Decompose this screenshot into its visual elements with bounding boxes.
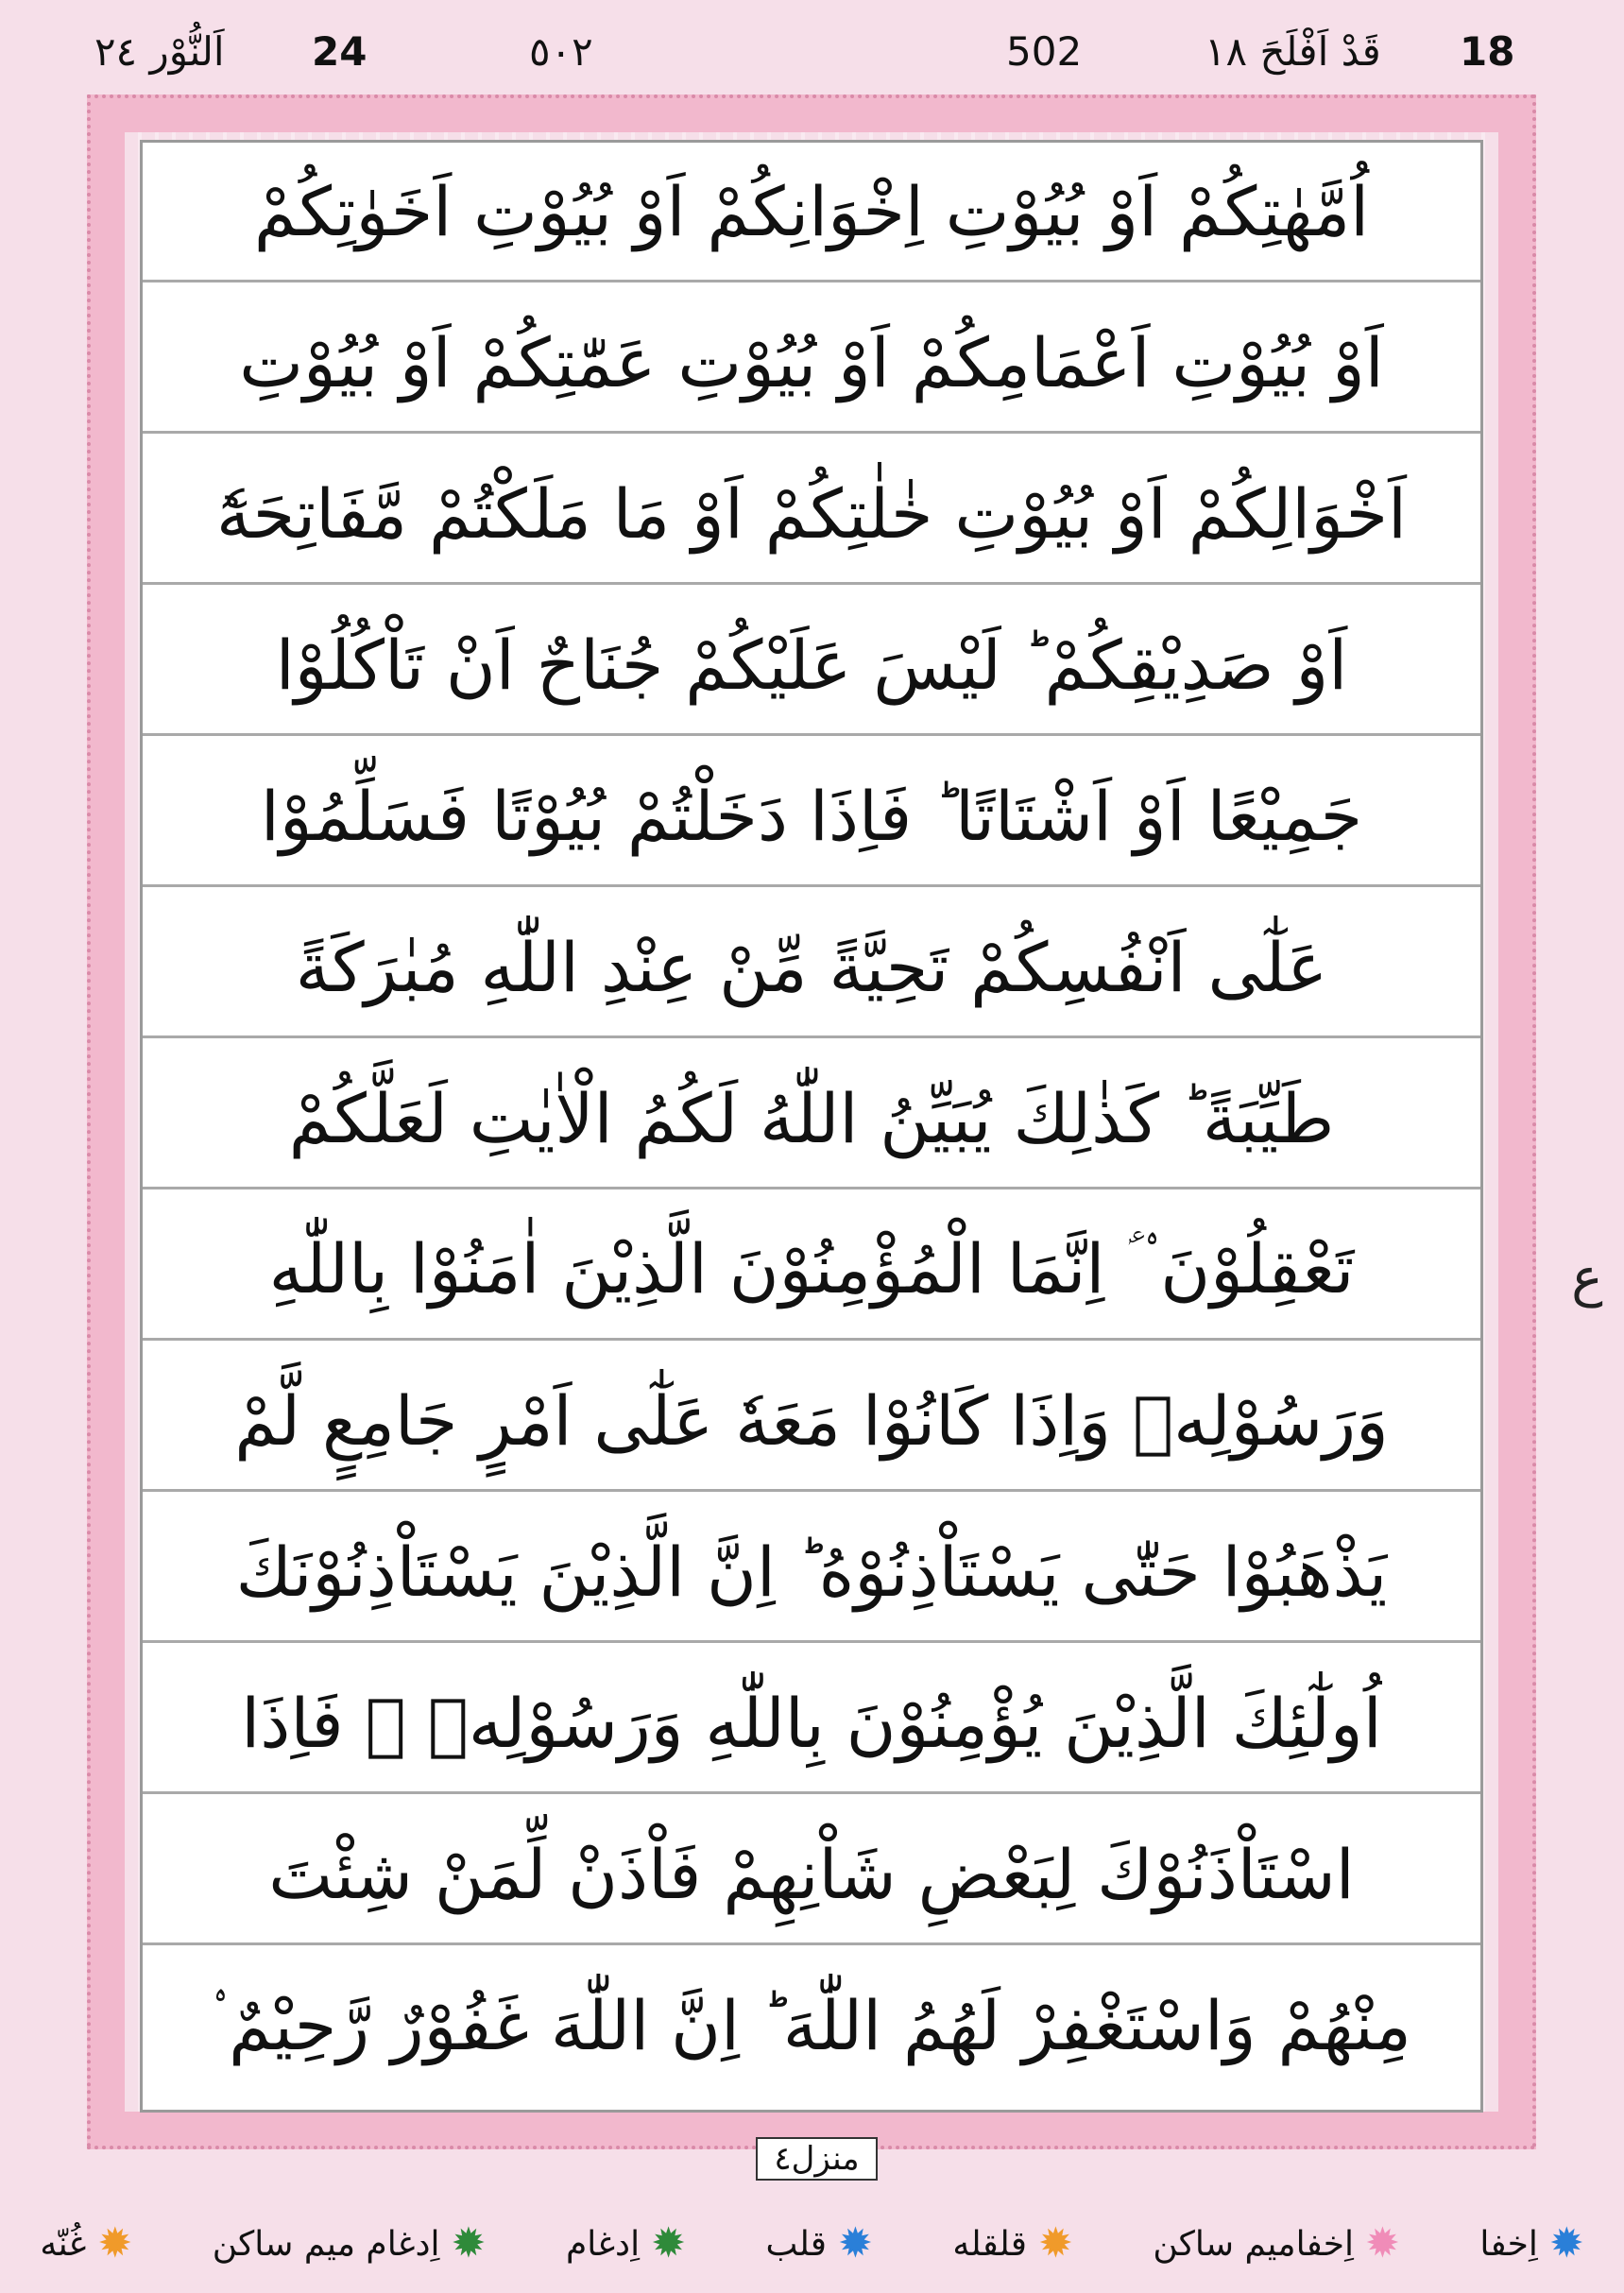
text-line-7: طَيِّبَةً ؕ كَذٰلِكَ يُبَيِّنُ اللّٰهُ لَكُمُ الْاٰيٰتِ لَعَلَّكُمْ — [143, 1050, 1480, 1189]
text-panel — [140, 140, 1483, 2113]
legend-label: اِدغام میم ساکن — [212, 2224, 440, 2264]
legend-label: اِدغام — [565, 2224, 641, 2264]
text-line-13: مِنْهُمْ وَاسْتَغْفِرْ لَهُمُ اللّٰهَ ؕ اِنَّ اللّٰهَ غَفُوْرٌ رَّحِيْمٌ ۟ — [212, 1986, 1411, 2065]
legend-item — [565, 2219, 686, 2267]
star-icon: ✹ — [651, 2219, 686, 2267]
legend-item — [1479, 2219, 1584, 2267]
page-header — [0, 0, 1624, 104]
text-line-2: اَوْ بُيُوْتِ اَعْمَامِكُمْ اَوْ بُيُوْتِ عَمّٰتِكُمْ اَوْ بُيُوْتِ — [143, 294, 1480, 434]
legend-item — [1153, 2219, 1400, 2267]
tajweed-legend — [0, 2211, 1624, 2277]
text-line-6: عَلٰٓى اَنْفُسِكُمْ تَحِيَّةً مِّنْ عِنْدِ اللّٰهِ مُبٰرَكَةً — [143, 898, 1480, 1038]
legend-item — [212, 2219, 487, 2267]
text-line-1: اُمَّهٰتِكُمْ اَوْ بُيُوْتِ اِخْوَانِكُمْ اَوْ بُيُوْتِ اَخَوٰتِكُمْ — [143, 143, 1480, 282]
legend-label: قلب — [765, 2224, 827, 2264]
page-number-arabic: ٥٠٢ — [529, 28, 593, 75]
legend-item — [952, 2219, 1073, 2267]
ruku-margin-mark: ع — [1571, 1247, 1603, 1309]
legend-item — [765, 2219, 873, 2267]
legend-label: قلقله — [952, 2224, 1027, 2264]
star-icon: ✹ — [1037, 2219, 1073, 2267]
text-line-11: اُولٰٓئِكَ الَّذِيْنَ يُؤْمِنُوْنَ بِاللّٰهِ وَرَسُوْلِهٖ ۚ فَاِذَا — [143, 1654, 1480, 1794]
star-icon: ✹ — [1365, 2219, 1400, 2267]
star-icon: ✹ — [451, 2219, 487, 2267]
text-line-9: وَرَسُوْلِهٖ وَاِذَا كَانُوْا مَعَهٗ عَلٰٓى اَمْرٍ جَامِعٍ لَّمْ — [143, 1352, 1480, 1492]
surah-number: 24 — [312, 28, 368, 75]
legend-label: غُنّه — [40, 2224, 87, 2264]
legend-label: اِخفامیم ساکن — [1153, 2224, 1355, 2264]
star-icon: ✹ — [97, 2219, 133, 2267]
juz-number: 18 — [1460, 28, 1515, 75]
legend-label: اِخفا — [1479, 2224, 1538, 2264]
page-number: 502 — [1006, 28, 1083, 75]
star-icon: ✹ — [1548, 2219, 1584, 2267]
legend-item — [40, 2219, 133, 2267]
text-line-12: اسْتَاْذَنُوْكَ لِبَعْضِ شَاْنِهِمْ فَاْذَنْ لِّمَنْ شِئْتَ — [143, 1805, 1480, 1945]
text-line-4: اَوْ صَدِيْقِكُمْ ؕ لَيْسَ عَلَيْكُمْ جُنَاحٌ اَنْ تَاْكُلُوْا — [143, 596, 1480, 736]
manzil-label: منزل٤ — [756, 2137, 878, 2181]
surah-name: اَلنُّوْر ٢٤ — [94, 28, 225, 75]
text-line-3: اَخْوَالِكُمْ اَوْ بُيُوْتِ خٰلٰتِكُمْ اَوْ مَا مَلَكْتُمْ مَّفَاتِحَهٗٓ — [143, 445, 1480, 585]
text-line-5: جَمِيْعًا اَوْ اَشْتَاتًا ؕ فَاِذَا دَخَلْتُمْ بُيُوْتًا فَسَلِّمُوْا — [143, 747, 1480, 887]
text-line-10: يَذْهَبُوْا حَتّٰى يَسْتَاْذِنُوْهُ ؕ اِنَّ الَّذِيْنَ يَسْتَاْذِنُوْنَكَ — [143, 1503, 1480, 1643]
text-line-8: تَعْقِلُوْنَ ۟ ؑ اِنَّمَا الْمُؤْمِنُوْنَ الَّذِيْنَ اٰمَنُوْا بِاللّٰهِ — [143, 1201, 1480, 1341]
star-icon: ✹ — [837, 2219, 873, 2267]
juz-name: قَدْ اَفْلَحَ ١٨ — [1205, 28, 1381, 75]
